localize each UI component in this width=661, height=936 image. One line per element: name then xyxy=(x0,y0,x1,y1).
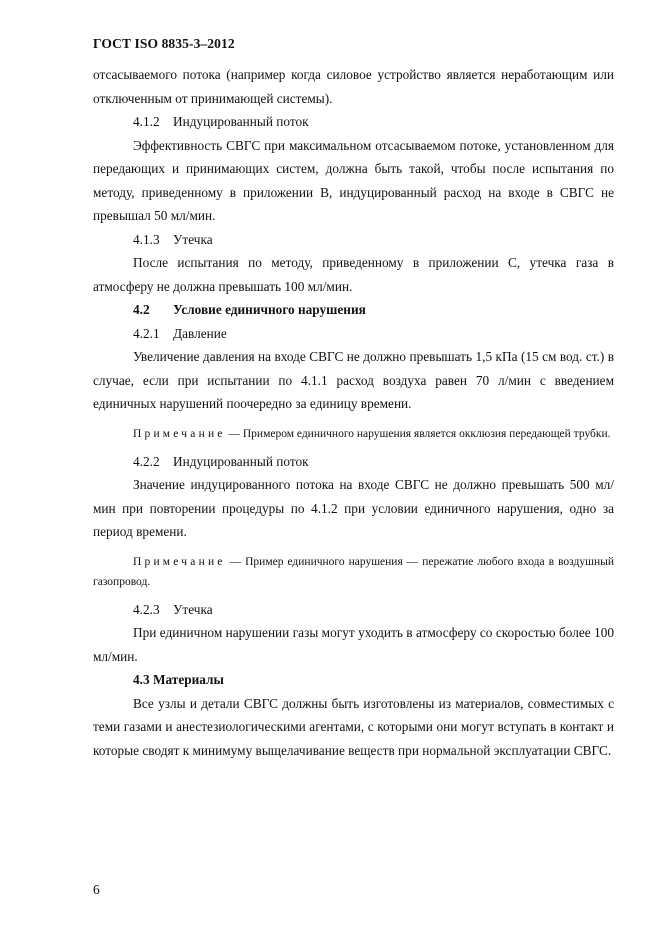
section-number: 4.2 xyxy=(133,302,150,317)
clause-4-1-2-heading xyxy=(93,110,614,134)
clause-4-1-3-heading xyxy=(93,228,614,252)
paragraph-continuation: отсасываемого потока (например когда силовое устройство является неработающим или отключенным от принимающей системы). xyxy=(93,67,614,106)
paragraph-induced-flow-fault: Значение индуцированного потока на входе СВГС не должно превышать 500 мл/мин при повторении процедуры по 4.1.2 при условии единичного нарушения, одно за период времени. xyxy=(93,477,614,539)
section-title: Условие единичного нарушения xyxy=(173,302,366,317)
page-number: 6 xyxy=(93,882,100,897)
paragraph-leakage-fault: При единичном нарушении газы могут уходить в атмосферу со скоростью более 100 мл/мин. xyxy=(93,625,614,664)
clause-title: Утечка xyxy=(173,601,213,617)
paragraph-leakage: После испытания по методу, приведенному в приложении С, утечка газа в атмосферу не должна превышать 100 мл/мин. xyxy=(93,255,614,294)
clause-title: Индуцированный поток xyxy=(173,453,309,469)
note-lead: Примечание xyxy=(133,555,226,568)
document-body xyxy=(93,63,614,762)
clause-number: 4.2.1 xyxy=(133,325,160,341)
clause-number: 4.1.2 xyxy=(133,114,160,129)
note-lead: Примечание xyxy=(133,427,226,440)
paragraph-induced-flow: Эффективность СВГС при максимальном отсасываемом потоке, установленном для передающих и принимающих систем, должна быть такой, чтобы после испытания по методу, приведенному в приложении В, индуцированный расход на входе в СВГС не превышал 50 мл/мин. xyxy=(93,137,614,223)
clause-4-2-2-heading xyxy=(93,450,614,474)
clause-title: Давление xyxy=(173,325,227,341)
clause-title: Утечка xyxy=(173,231,213,247)
document-header: ГОСТ ISO 8835-3–2012 xyxy=(93,36,235,51)
section-4-3-heading: 4.3 Материалы xyxy=(133,672,224,687)
clause-number: 4.2.3 xyxy=(133,601,160,617)
note-text: — Пример единичного нарушения — пережатие любого входа в воздушный газопровод. xyxy=(93,555,614,588)
clause-4-2-3-heading xyxy=(93,598,614,622)
section-4-2-heading xyxy=(93,298,614,322)
note-2 xyxy=(93,552,614,592)
paragraph-pressure: Увеличение давления на входе СВГС не должно превышать 1,5 кПа (15 см вод. ст.) в случае, если при испытании по 4.1.1 расход воздуха равен 70 л/мин с введением единичных нарушений поочередно за единицу времени. xyxy=(93,349,614,411)
clause-4-2-1-heading xyxy=(93,322,614,346)
clause-title: Индуцированный поток xyxy=(173,114,309,129)
note-1 xyxy=(93,424,614,444)
clause-number: 4.2.2 xyxy=(133,453,160,469)
clause-number: 4.1.3 xyxy=(133,231,160,247)
paragraph-materials: Все узлы и детали СВГС должны быть изготовлены из материалов, совместимых с теми газами и анестезиологическими агентами, с которыми они могут вступать в контакт и которые сводят к минимуму выщелачивание веществ при нормальной эксплуатации СВГС. xyxy=(93,695,614,758)
note-text: — Примером единичного нарушения является окклюзия передающей трубки. xyxy=(225,427,611,440)
